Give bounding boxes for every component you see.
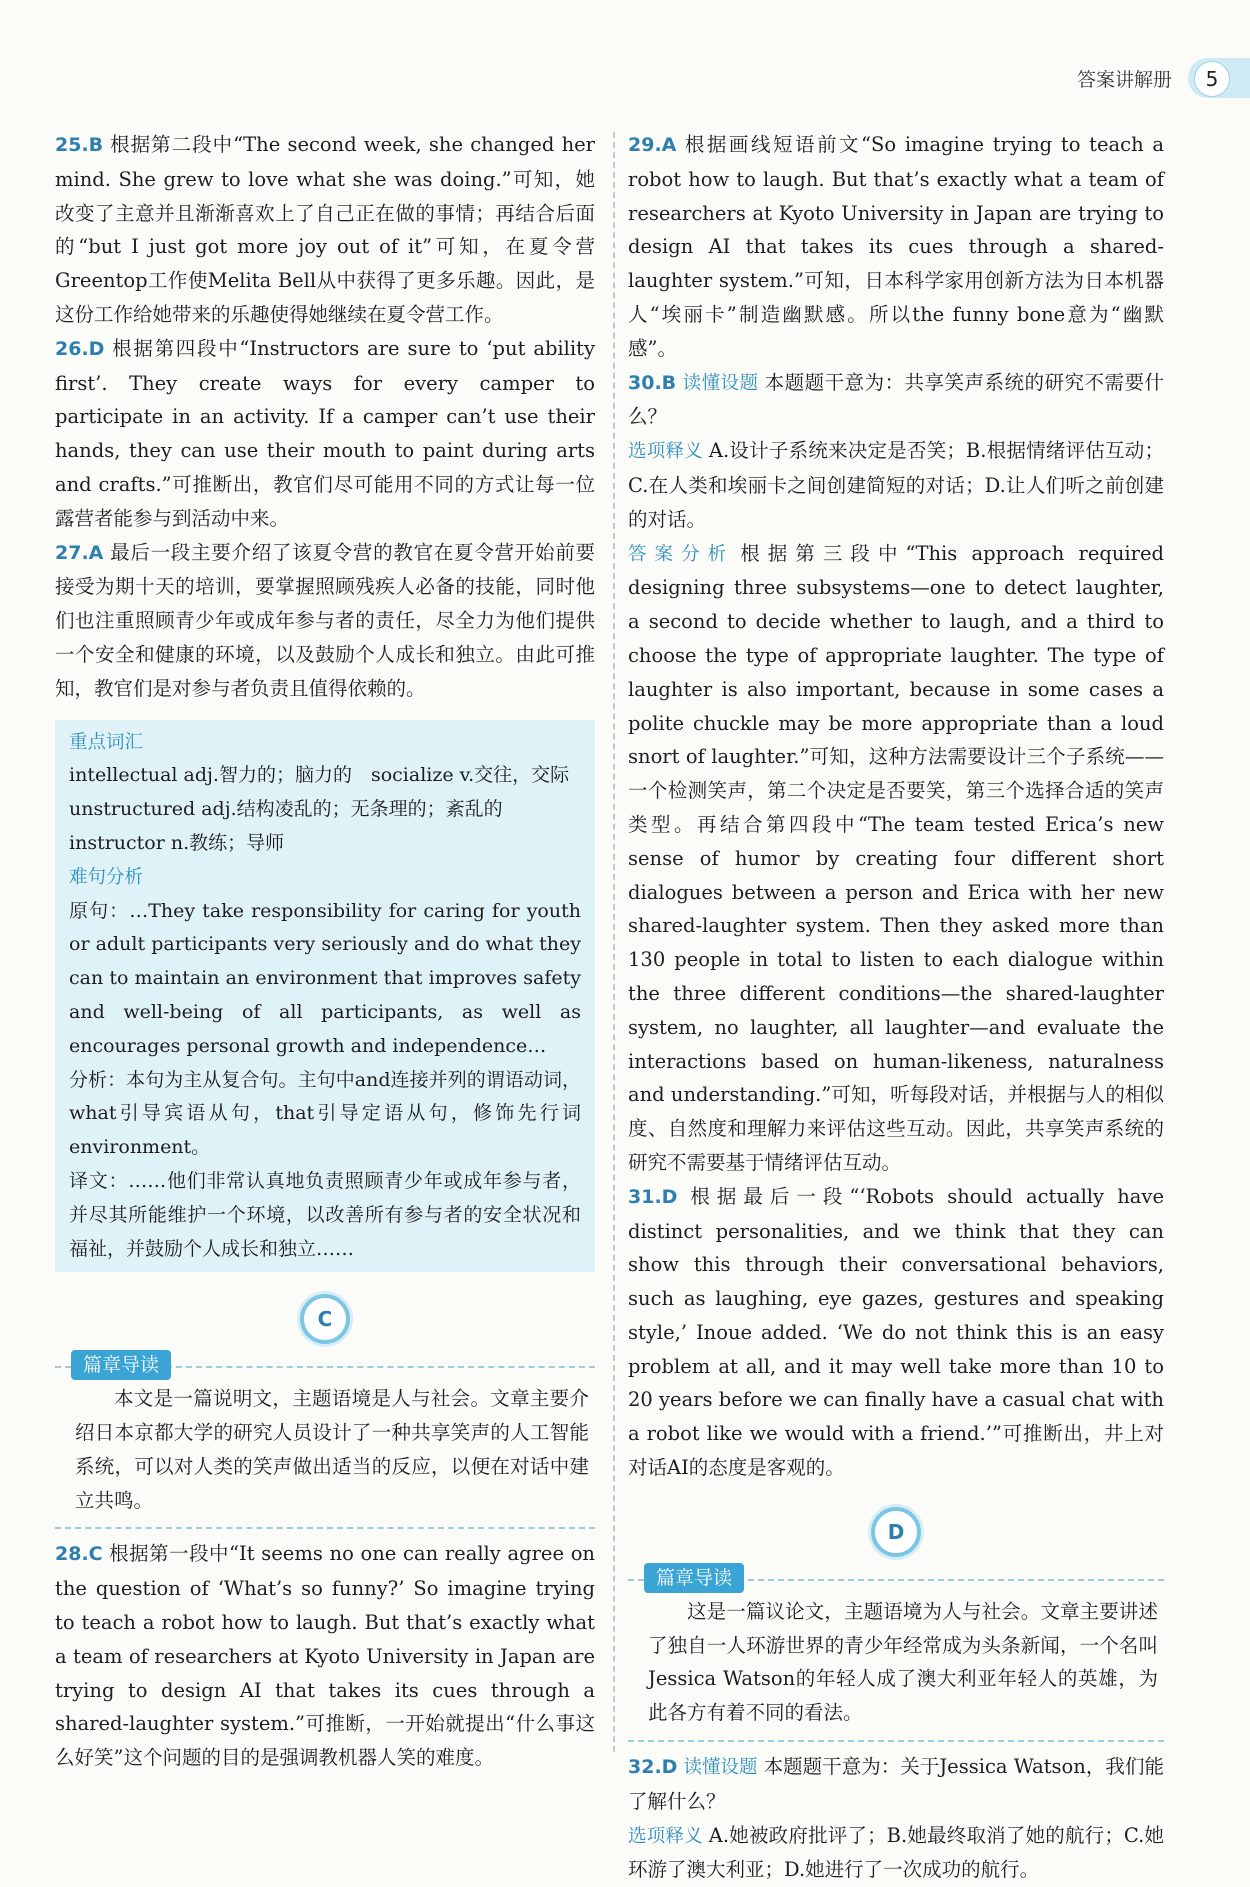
question-number: 28.C [55, 1543, 103, 1566]
sentence-translation: 译文：……他们非常认真地负责照顾青少年或成年参与者，并尽其所能维护一个环境，以改善所有参与者的安全状况和福祉，并鼓励个人成长和独立…… [69, 1169, 581, 1260]
explanation-text: 最后一段主要介绍了该夏令营的教官在夏令营开始前要接受为期十天的培训，要掌握照顾残疾人必备的技能，同时他们也注重照顾青少年或成年参与者的责任，尽全力为他们提供一个安全和健康的环境，以及鼓励个人成长和独立。由此可推知，教官们是对参与者负责且值得依赖的。 [55, 540, 595, 700]
answer-25 [55, 128, 595, 332]
guide-text: 这是一篇议论文，主题语境为人与社会。文章主要讲述了独自一人环游世界的青少年经常成为头条新闻，一个名叫Jessica Watson的年轻人成了澳大利亚年轻人的英雄，为此各方有着不同的看法。 [648, 1599, 1158, 1725]
answer-27 [55, 536, 595, 706]
question-number: 27.A [55, 541, 104, 564]
vocab-line: intellectual adj.智力的；脑力的 socialize v.交往，交际 [69, 764, 570, 787]
explanation-text: 根据第四段中“Instructors are sure to ‘put ability first’. They create ways for every camper to participate in an activity. If a camper can’t use their hands, they can use their mouth to paint during arts and crafts.”可推断出，教官们尽可能用不同的方式让每一位露营者能参与到活动中来。 [55, 336, 595, 530]
answer-30 [628, 366, 1164, 435]
badge-letter: D [887, 1519, 905, 1544]
tag-question-reading: 读懂设题 [682, 372, 759, 394]
question-number: 31.D [628, 1185, 678, 1208]
question-meaning: 本题题干意为：关于Jessica Watson，我们能了解什么？ [628, 1755, 1164, 1813]
answer-26 [55, 332, 595, 536]
answer-analysis [628, 537, 1164, 1180]
tag-answer-analysis: 答案分析 [628, 543, 735, 565]
question-number: 25.B [55, 134, 104, 156]
guide-text: 本文是一篇说明文，主题语境是人与社会。文章主要介绍日本京都大学的研究人员设计了一种共享笑声的人工智能系统，可以对人类的笑声做出适当的反应，以便在对话中建立共鸣。 [75, 1387, 589, 1512]
guide-label: 篇章导读 [71, 1350, 171, 1380]
column-divider [613, 132, 615, 1752]
tag-question-reading: 读懂设题 [683, 1757, 758, 1779]
explanation-text: 根据第二段中“The second week, she changed her mind. She grew to love what she was doing.”可知，她改变了主意并且渐渐喜欢上了自己正在做的事情；再结合后面的“but I just got more joy out of it”可知，在夏令营Greentop工作使Melita Bell从中获得了更多乐趣。因此，是这份工作给她带来的乐趣使得她继续在夏令营工作。 [55, 133, 595, 326]
explanation-text: 根据第一段中“It seems no one can really agree on the question of ‘What’s so funny?’ So imagine trying to teach a robot how to laugh. But that’s exactly what a team of researchers at Kyoto University in Japan are trying to design AI that takes its cues through a shared-laughter system.”可推断，一开始就提出“什么事这么好笑”这个问题的目的是强调教机器人笑的难度。 [55, 1542, 595, 1770]
reading-guide-box [628, 1567, 1164, 1742]
sentence-analysis-heading: 难句分析 [69, 866, 144, 888]
explanation-text: 根据画线短语前文“So imagine trying to teach a robot how to laugh. But that’s exactly what a team of researchers at Kyoto University in Japan are trying to design AI that takes its cues through a shared-laughter system.”可知，日本科学家用创新方法为日本机器人“埃丽卡”制造幽默感。所以the funny bone意为“幽默感”。 [628, 133, 1164, 360]
option-meaning-text: A.她被政府批评了；B.她最终取消了她的航行；C.她环游了澳大利亚；D.她进行了一次成功的航行。 [628, 1823, 1164, 1882]
tag-option-meaning: 选项释义 [628, 441, 703, 463]
answer-31 [628, 1180, 1164, 1485]
guide-label: 篇章导读 [644, 1563, 744, 1593]
vocab-line: unstructured adj.结构凌乱的；无条理的；紊乱的 [69, 798, 503, 821]
page-header [1077, 58, 1250, 98]
page-number-tab [1188, 58, 1250, 98]
left-column [55, 128, 595, 1775]
answer-32 [628, 1750, 1164, 1819]
sentence-analysis: 分析：本句为主从复合句。主句中and连接并列的谓语动词，what引导宾语从句，that引导定语从句，修饰先行词environment。 [69, 1068, 581, 1159]
answer-29 [628, 128, 1164, 366]
vocab-line: instructor n.教练；导师 [69, 831, 285, 854]
reading-guide-box [55, 1354, 595, 1529]
explanation-text: 根据最后一段“‘Robots should actually have distinct personalities, and we think that they can show this through their conversational behaviors, such as laughing, eye gazes, gestures and speaking style,’ Inoue added. ‘We do not think this is an easy problem at all, and it may well take more than 10 to 20 years before we can finally have a casual chat with a robot like we would with a friend.’”可推断出，井上对对话AI的态度是客观的。 [628, 1184, 1164, 1480]
question-number: 26.D [55, 337, 105, 360]
right-column [628, 128, 1164, 1887]
section-title: 答案讲解册 [1076, 68, 1172, 91]
page-number: 5 [1194, 61, 1230, 97]
question-meaning: 本题题干意为：共享笑声系统的研究不需要什么？ [628, 370, 1164, 429]
option-meaning-text: A.设计子系统来决定是否笑；B.根据情绪评估互动；C.在人类和埃丽卡之间创建简短的对话；D.让人们听之前创建的对话。 [628, 439, 1164, 531]
question-number: 30.B [628, 371, 677, 394]
section-badge-d [871, 1507, 921, 1557]
analysis-text: 根据第三段中“This approach required designing three subsystems—one to detect laughter, a second to decide whether to laugh, and a third to choose the type of appropriate laughter. The type of laughter is also important, because in some cases a polite chuckle may be more appropriate than a loud snort of laughter.”可知，这种方法需要设计三个子系统——一个检测笑声，第二个决定是否要笑，第三个选择合适的笑声类型。再结合第四段中“The team tested Erica’s new sense of humor by creating four different short dialogues between a person and Erica with her new shared-laughter system. Then they asked more than 130 people in total to listen to each dialogue within the three different conditions—the shared-laughter system, no laughter, all laughter—and evaluate the interactions based on human-likeness, naturalness and understanding.”可知，听每段对话，并根据与人的相似度、自然度和理解力来评估这些互动。因此，共享笑声系统的研究不需要基于情绪评估互动。 [628, 541, 1164, 1174]
question-number: 32.D [628, 1756, 678, 1779]
option-explanation [628, 1819, 1164, 1887]
option-explanation [628, 434, 1164, 536]
answer-28 [55, 1537, 595, 1775]
original-sentence: 原句：…They take responsibility for caring for youth or adult participants very seriously and do what they can to maintain an environment that improves safety and well-being of all participants, as well as encourages personal growth and independence… [69, 899, 581, 1057]
question-number: 29.A [628, 134, 677, 156]
vocab-heading: 重点词汇 [69, 731, 144, 753]
badge-letter: C [317, 1307, 333, 1332]
tag-option-meaning: 选项释义 [628, 1825, 703, 1847]
section-badge-c [300, 1294, 350, 1344]
vocabulary-box [55, 720, 595, 1273]
